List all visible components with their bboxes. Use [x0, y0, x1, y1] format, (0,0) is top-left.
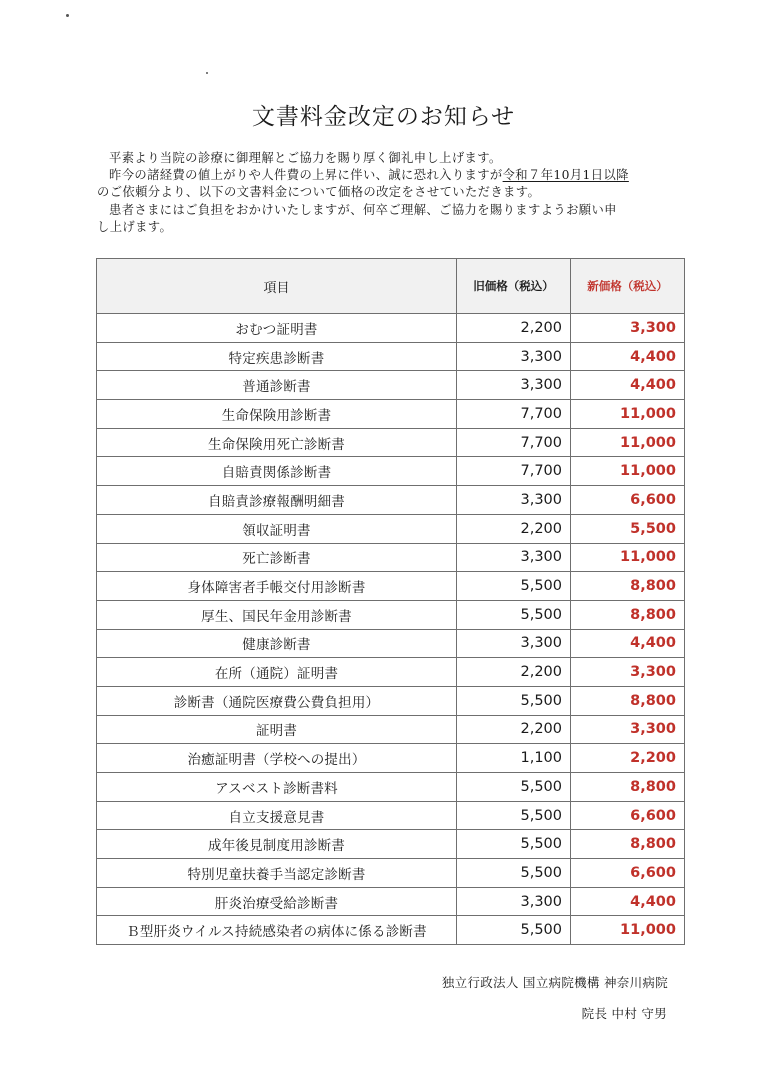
- new-price: 8,800: [571, 830, 685, 859]
- item-name: 特定疾患診断書: [97, 342, 457, 371]
- table-row: [97, 715, 685, 744]
- old-price: 5,500: [457, 686, 571, 715]
- table-row: [97, 400, 685, 429]
- old-price: 5,500: [457, 572, 571, 601]
- old-price: 5,500: [457, 916, 571, 945]
- new-price: 4,400: [571, 342, 685, 371]
- table-row: [97, 600, 685, 629]
- old-price: 5,500: [457, 859, 571, 888]
- new-price: 4,400: [571, 887, 685, 916]
- old-price: 5,500: [457, 773, 571, 802]
- effective-date: 令和７年10月1日以降: [502, 168, 629, 183]
- intro-line: し上げます。: [97, 219, 173, 234]
- new-price: 4,400: [571, 629, 685, 658]
- new-price: 4,400: [571, 371, 685, 400]
- organization-name: 独立行政法人 国立病院機構 神奈川病院: [441, 975, 668, 990]
- table-row: [97, 801, 685, 830]
- new-price: 5,500: [571, 514, 685, 543]
- item-name: アスベスト診断書料: [97, 773, 457, 802]
- item-name: 自賠責関係診断書: [97, 457, 457, 486]
- new-price: 3,300: [571, 314, 685, 343]
- page-title: 文書料金改定のお知らせ: [251, 104, 516, 130]
- old-price: 3,300: [457, 629, 571, 658]
- new-price: 3,300: [571, 658, 685, 687]
- table-row: [97, 658, 685, 687]
- new-price: 11,000: [571, 543, 685, 572]
- new-price: 11,000: [571, 428, 685, 457]
- signatory-name: 院長 中村 守男: [581, 1006, 667, 1021]
- item-name: 生命保険用診断書: [97, 400, 457, 429]
- new-price: 8,800: [571, 686, 685, 715]
- old-price: 3,300: [457, 371, 571, 400]
- item-name: 証明書: [97, 715, 457, 744]
- item-name: 特別児童扶養手当認定診断書: [97, 859, 457, 888]
- item-name: 治癒証明書（学校への提出）: [97, 744, 457, 773]
- table-row: [97, 773, 685, 802]
- table-row: [97, 744, 685, 773]
- new-price: 11,000: [571, 916, 685, 945]
- old-price: 3,300: [457, 342, 571, 371]
- old-price: 3,300: [457, 486, 571, 515]
- new-price: 2,200: [571, 744, 685, 773]
- table-row: [97, 371, 685, 400]
- old-price: 7,700: [457, 457, 571, 486]
- item-name: Ｂ型肝炎ウイルス持続感染者の病体に係る診断書: [97, 916, 457, 945]
- intro-line: のご依頼分より、以下の文書料金について価格の改定をさせていただきます。: [97, 185, 541, 200]
- new-price: 11,000: [571, 400, 685, 429]
- item-name: おむつ証明書: [97, 314, 457, 343]
- item-name: 死亡診断書: [97, 543, 457, 572]
- header-new-price: 新価格（税込）: [571, 259, 685, 314]
- item-name: 生命保険用死亡診断書: [97, 428, 457, 457]
- table-row: [97, 572, 685, 601]
- table-row: [97, 543, 685, 572]
- table-row: [97, 629, 685, 658]
- fee-table: [96, 258, 685, 945]
- item-name: 普通診断書: [97, 371, 457, 400]
- table-row: [97, 859, 685, 888]
- table-row: [97, 830, 685, 859]
- new-price: 8,800: [571, 572, 685, 601]
- table-row: [97, 686, 685, 715]
- table-row: [97, 342, 685, 371]
- new-price: 6,600: [571, 801, 685, 830]
- old-price: 2,200: [457, 514, 571, 543]
- item-name: 自賠責診療報酬明細書: [97, 486, 457, 515]
- old-price: 7,700: [457, 428, 571, 457]
- table-row: [97, 887, 685, 916]
- table-row: [97, 916, 685, 945]
- table-row: [97, 428, 685, 457]
- item-name: 領収証明書: [97, 514, 457, 543]
- intro-line: 患者さまにはご負担をおかけいたしますが、何卒ご理解、ご協力を賜りますようお願い申: [109, 202, 617, 217]
- scan-speck: [66, 14, 69, 17]
- new-price: 3,300: [571, 715, 685, 744]
- intro-line: 平素より当院の診療に御理解とご協力を賜り厚く御礼申し上げます。: [109, 151, 502, 165]
- table-row: [97, 514, 685, 543]
- item-name: 身体障害者手帳交付用診断書: [97, 572, 457, 601]
- new-price: 8,800: [571, 600, 685, 629]
- new-price: 8,800: [571, 773, 685, 802]
- new-price: 6,600: [571, 486, 685, 515]
- old-price: 7,700: [457, 400, 571, 429]
- new-price: 6,600: [571, 859, 685, 888]
- item-name: 肝炎治療受給診断書: [97, 887, 457, 916]
- old-price: 2,200: [457, 314, 571, 343]
- old-price: 5,500: [457, 830, 571, 859]
- scan-speck: [206, 72, 208, 74]
- header-item: 項目: [97, 259, 457, 314]
- item-name: 診断書（通院医療費公費負担用）: [97, 686, 457, 715]
- table-row: [97, 457, 685, 486]
- item-name: 健康診断書: [97, 629, 457, 658]
- old-price: 3,300: [457, 887, 571, 916]
- header-old-price: 旧価格（税込）: [457, 259, 571, 314]
- old-price: 1,100: [457, 744, 571, 773]
- item-name: 厚生、国民年金用診断書: [97, 600, 457, 629]
- table-row: [97, 314, 685, 343]
- table-row: [97, 486, 685, 515]
- old-price: 3,300: [457, 543, 571, 572]
- table-body: [97, 314, 685, 945]
- item-name: 在所（通院）証明書: [97, 658, 457, 687]
- old-price: 5,500: [457, 801, 571, 830]
- old-price: 2,200: [457, 715, 571, 744]
- intro-line: 昨今の諸経費の値上がりや人件費の上昇に伴い、誠に恐れ入りますが令和７年10月1日以降: [109, 168, 629, 183]
- new-price: 11,000: [571, 457, 685, 486]
- old-price: 5,500: [457, 600, 571, 629]
- item-name: 成年後見制度用診断書: [97, 830, 457, 859]
- old-price: 2,200: [457, 658, 571, 687]
- table-header-row: [97, 259, 685, 314]
- intro-paragraph: [97, 150, 677, 236]
- item-name: 自立支援意見書: [97, 801, 457, 830]
